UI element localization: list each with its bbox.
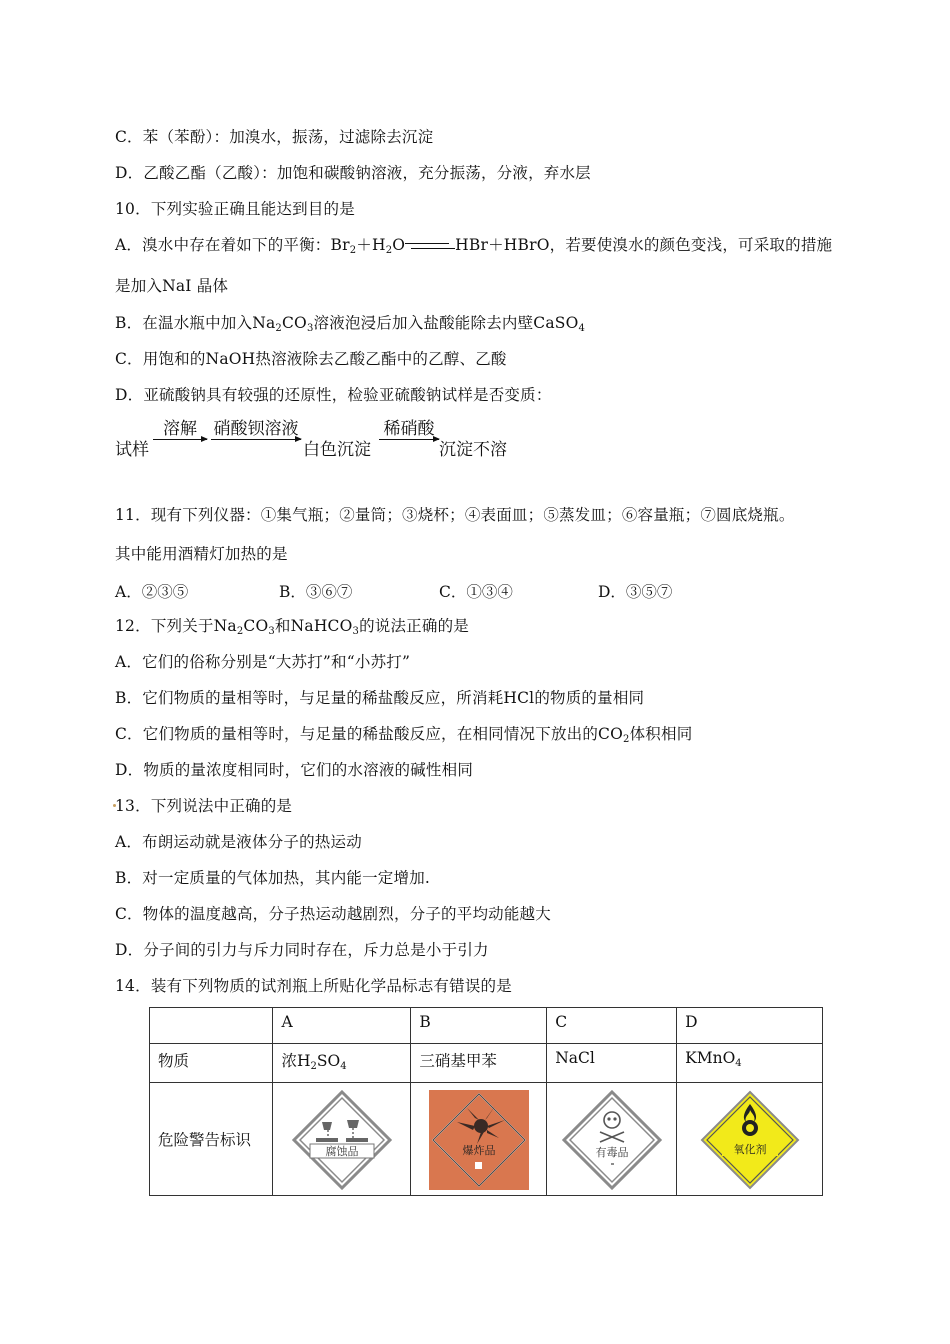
table-cell — [150, 1008, 273, 1044]
q10-stem: 10．下列实验正确且能达到目的是 — [115, 200, 355, 218]
q12c-text: 体积相同 — [629, 725, 693, 743]
q10-option-d: D．亚硫酸钠具有较强的还原性，检验亚硫酸钠试样是否变质： — [115, 386, 552, 404]
flow-arrow-1 — [153, 420, 207, 440]
table-header-d: D — [677, 1008, 823, 1044]
sign-cell-c — [547, 1083, 677, 1196]
q10-option-c: C．用饱和的NaOH热溶液除去乙酸乙酯中的乙醇、乙酸 — [115, 350, 507, 368]
q10a-sub: 2 — [349, 245, 357, 256]
q9-option-c: C．苯（苯酚）：加溴水，振荡，过滤除去沉淀 — [115, 128, 434, 146]
flow-arrow-1-label: 溶解 — [163, 419, 197, 439]
oxidizer-sign-icon — [700, 1090, 800, 1190]
table-header-row — [150, 1008, 823, 1044]
flow-arrow-2-label: 硝酸钡溶液 — [213, 419, 299, 439]
q10a-text: A．溴水中存在着如下的平衡：Br — [115, 236, 350, 254]
q14-stem: 14．装有下列物质的试剂瓶上所贴化学品标志有错误的是 — [115, 977, 512, 995]
table-row-substance — [150, 1044, 823, 1083]
table-header-b: B — [411, 1008, 547, 1044]
q13-stem: 13．下列说法中正确的是 — [115, 797, 293, 815]
substance-d-text: KMnO — [685, 1049, 736, 1067]
q10a-sub: 2 — [385, 245, 393, 256]
table-row-signs — [150, 1083, 823, 1196]
flow-mid: 白色沉淀 — [303, 440, 371, 460]
q13-option-c: C．物体的温度越高，分子热运动越剧烈，分子的平均动能越大 — [115, 905, 551, 923]
corrosive-sign-icon — [292, 1090, 392, 1190]
q12-sub: 3 — [352, 626, 360, 637]
q12-option-c — [115, 724, 692, 750]
q12-text: 12．下列关于Na — [115, 617, 237, 635]
q10b-text: CO — [281, 314, 307, 332]
q12-sub: 2 — [236, 626, 244, 637]
q10b-text: 溶液泡浸后加入盐酸能除去内壁CaSO — [313, 314, 579, 332]
q9-option-d: D．乙酸乙酯（乙酸）：加饱和碳酸钠溶液，充分振荡，分液，弃水层 — [115, 164, 591, 182]
q11-option-a: A．②③⑤ — [115, 583, 189, 601]
substance-d — [677, 1044, 823, 1083]
q12-option-d: D．物质的量浓度相同时，它们的水溶液的碱性相同 — [115, 761, 474, 779]
sign-cell-b — [411, 1083, 547, 1196]
substance-a-text: SO — [316, 1052, 341, 1070]
q11-option-c: C．①③④ — [439, 583, 513, 601]
flow-arrow-2 — [211, 420, 301, 440]
substance-a-text: 浓H — [281, 1052, 311, 1070]
sign-label-c: 有毒品 — [595, 1146, 629, 1159]
sign-cell-d — [677, 1083, 823, 1196]
substance-a-sub: 2 — [310, 1061, 317, 1072]
q12c-sub: 2 — [623, 734, 630, 745]
row-label-sign: 危险警告标识 — [150, 1083, 273, 1196]
q10-option-a-cont: 是加入NaI 晶体 — [115, 277, 229, 295]
flow-arrow-3 — [379, 420, 439, 440]
q11-option-d: D．③⑤⑦ — [598, 583, 673, 601]
explosive-sign-icon — [429, 1090, 529, 1190]
q10b-sub: 2 — [275, 323, 282, 334]
row-label-substance: 物质 — [150, 1044, 273, 1083]
q13-option-a: A．布朗运动就是液体分子的热运动 — [115, 833, 362, 851]
table-header-a: A — [273, 1008, 411, 1044]
q10-option-a — [115, 235, 832, 261]
q10a-text: O — [392, 236, 406, 254]
q12c-text: C．它们物质的量相等时，与足量的稀盐酸反应，在相同情况下放出的CO — [115, 725, 624, 743]
equilibrium-arrow-icon — [405, 240, 455, 252]
q10a-text: ＋H — [356, 236, 386, 254]
q12-sub: 3 — [268, 626, 275, 637]
flow-start: 试样 — [115, 440, 149, 460]
q12-text: CO — [243, 617, 269, 635]
substance-a — [273, 1044, 411, 1083]
q12-stem — [115, 616, 469, 642]
substance-d-sub: 4 — [735, 1058, 742, 1069]
sign-label-a: 腐蚀品 — [325, 1145, 359, 1158]
q12-option-b: B．它们物质的量相等时，与足量的稀盐酸反应，所消耗HCl的物质的量相同 — [115, 689, 645, 707]
toxic-sign-icon — [562, 1090, 662, 1190]
q12-option-a: A．它们的俗称分别是“大苏打”和“小苏打” — [115, 653, 411, 671]
q10a-text: HBr＋HBrO，若要使溴水的颜色变浅，可采取的措施 — [455, 236, 833, 254]
hazard-table — [149, 1007, 823, 1196]
substance-c: NaCl — [547, 1044, 677, 1083]
q11-stem-cont: 其中能用酒精灯加热的是 — [115, 545, 288, 563]
q13-option-d: D．分子间的引力与斥力同时存在，斥力总是小于引力 — [115, 941, 489, 959]
q10-option-b — [115, 313, 585, 339]
flow-arrow-3-label: 稀硝酸 — [383, 419, 435, 439]
q11-option-b: B．③⑥⑦ — [279, 583, 353, 601]
sign-cell-a — [273, 1083, 411, 1196]
q10b-sub: 4 — [578, 323, 586, 334]
q12-text: 和NaHCO — [274, 617, 353, 635]
table-header-c: C — [547, 1008, 677, 1044]
arrow-right-icon — [211, 439, 301, 440]
sign-label-b: 爆炸品 — [462, 1144, 496, 1157]
q13-option-b: B．对一定质量的气体加热，其内能一定增加. — [115, 869, 431, 887]
substance-b: 三硝基甲苯 — [411, 1044, 547, 1083]
q11-stem: 11．现有下列仪器：①集气瓶；②量筒；③烧杯；④表面皿；⑤蒸发皿；⑥容量瓶；⑦圆底烧瓶。 — [115, 506, 795, 524]
q10b-sub: 3 — [306, 323, 314, 334]
q10b-text: B．在温水瓶中加入Na — [115, 314, 276, 332]
arrow-right-icon — [379, 439, 439, 440]
substance-a-sub: 4 — [340, 1061, 347, 1072]
q12-text: 的说法正确的是 — [359, 617, 469, 635]
sign-label-d: 氧化剂 — [733, 1143, 767, 1156]
flow-end: 沉淀不溶 — [439, 440, 507, 460]
arrow-right-icon — [153, 439, 207, 440]
